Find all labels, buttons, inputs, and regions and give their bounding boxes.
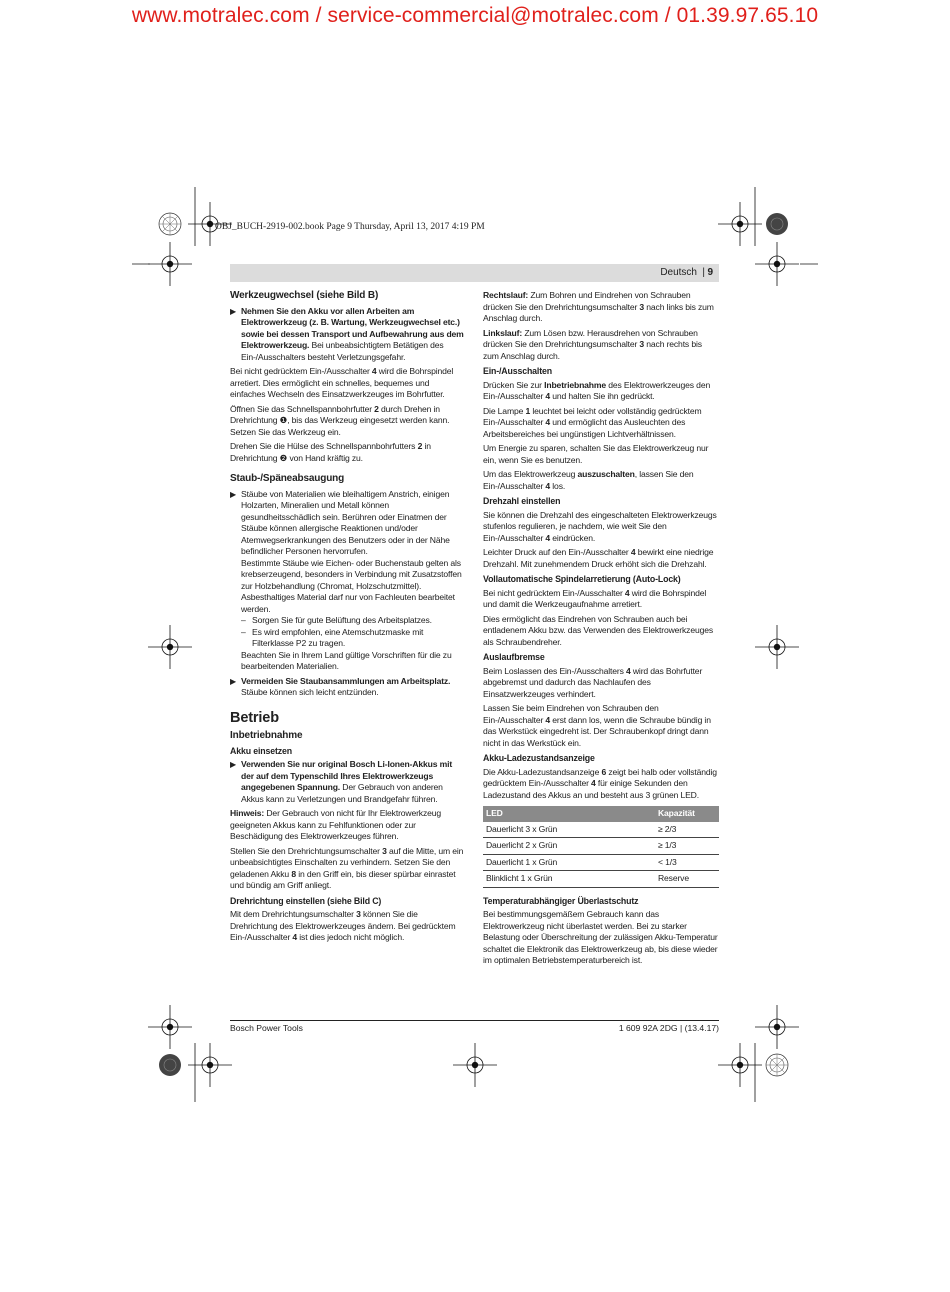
subsection-heading: Ein-/Ausschalten [483, 366, 552, 376]
reg-cross-icon [148, 242, 192, 286]
paragraph: Die Akku-Ladezustandsanzeige 6 zeigt bei halb oder vollständig gedrücktem Ein-/Ausschalter 4 für einige Sekunden den Ladezustand des Akkus an und besteht aus 3 grünen LED. [483, 766, 717, 800]
paragraph: Stellen Sie den Drehrichtungsumschalter 3 auf die Mitte, um ein unbeabsichtigtes Einschalten zu verhindern. Setzen Sie den geladenen Akku 8 in den Griff ein, bis dieser spürbar einrastet und bündig am Griff anliegt. [230, 845, 464, 890]
table-cell: Dauerlicht 1 x Grün [483, 854, 655, 871]
table-header-row [483, 806, 719, 822]
paragraph: Mit dem Drehrichtungsumschalter 3 können Sie die Drehrichtung des Elektrowerkzeuges ändern. Bei gedrücktem Ein-/Ausschalter 4 ist dies jedoch nicht möglich. [230, 909, 456, 942]
table-row [483, 838, 719, 855]
reg-cross-icon [148, 625, 192, 669]
triangle-bullet-icon: ▶ [230, 760, 237, 769]
paragraph: Hinweis: Der Gebrauch von nicht für Ihr Elektrowerkzeug geeigneten Akkus kann zu Fehlfunktionen oder zur Beschädigung des Elektrowerkzeuges führen. [230, 808, 441, 841]
reg-cross-icon [718, 1043, 762, 1087]
paragraph: Um Energie zu sparen, schalten Sie das Elektrowerkzeug nur ein, wenn Sie es benutzen. [483, 443, 709, 465]
subsection-heading: Temperaturabhängiger Überlastschutz [483, 895, 639, 906]
reg-cross-icon [755, 625, 799, 669]
table-row [483, 854, 719, 871]
section-heading: Staub-/Späneabsaugung [230, 473, 345, 484]
paragraph: Beachten Sie in Ihrem Land gültige Vorschriften für die zu bearbeitenden Materialien. [241, 649, 452, 671]
subsection-heading: Akku-Ladezustandsanzeige [483, 753, 595, 763]
table-row [483, 822, 719, 838]
reg-target-icon [159, 1054, 181, 1076]
warning-bullet: ▶ Vermeiden Sie Staubansammlungen am Arbeitsplatz. Stäube können sich leicht entzünden. [230, 675, 451, 697]
page-header-bar [230, 264, 719, 282]
warning-bullet: ▶ Nehmen Sie den Akku vor allen Arbeiten am Elektrowerkzeug (z. B. Wartung, Werkzeugwechsel etc.) sowie bei dessen Transport und Aufbewahrung aus dem Elektrowerkzeug. Bei unbeabsichtigtem Betätigen des Ein-/Ausschalters besteht Verletzungsgefahr. [230, 305, 464, 362]
table-cell: ≥ 1/3 [655, 838, 719, 855]
table-cell: Blinklicht 1 x Grün [483, 871, 655, 888]
paragraph: Linkslauf: Zum Lösen bzw. Herausdrehen von Schrauben drücken Sie den Drehrichtungsumschalter 3 nach rechts bis zum Anschlag durch. [483, 327, 702, 361]
reg-cross-icon [755, 1005, 799, 1049]
subsection-heading: Akku einsetzen [230, 745, 292, 756]
paragraph: Bei bestimmungsgemäßem Gebrauch kann das Elektrowerkzeug nicht überlastet werden. Bei zu starker Belastung oder Überschreitung der zulässigen Akku-Temperatur schaltet die Elektronik das Elektrowerkzeug ab, bis diese wieder im optimalen Betriebstemperaturbereich ist. [483, 909, 718, 965]
book-info-line: OBJ_BUCH-2919-002.book Page 9 Thursday, April 13, 2017 4:19 PM [215, 222, 485, 232]
triangle-bullet-icon: ▶ [230, 306, 237, 316]
page-number: 9 [707, 267, 713, 278]
paragraph: Beim Loslassen des Ein-/Ausschalters 4 wird das Bohrfutter abgebremst und dadurch das Nachlaufen des Einsatzwerkzeuges verhindert. [483, 665, 703, 699]
contact-banner: www.motralec.com / service-commercial@motralec.com / 01.39.97.65.10 [131, 4, 819, 27]
paragraph: Lassen Sie beim Eindrehen von Schrauben den Ein-/Ausschalter 4 erst dann los, wenn die Schraube bündig in das Werkstück eingedreht ist. Der Schraubenkopf dringt dann nicht in das Werkstück ein. [483, 703, 711, 748]
paragraph: Dies ermöglicht das Eindrehen von Schrauben auch bei entladenem Akku bzw. das Verwenden des Elektrowerkzeuges als Schraubendreher. [483, 613, 713, 647]
reg-target-icon [766, 213, 788, 235]
right-column [483, 290, 719, 970]
section-heading: Werkzeugwechsel (siehe Bild B) [230, 290, 379, 301]
column-header: Kapazität [655, 806, 719, 822]
subsection-heading: Drehzahl einstellen [483, 496, 561, 506]
paragraph: Öffnen Sie das Schnellspannbohrfutter 2 durch Drehen in Drehrichtung ❶, bis das Werkzeug eingesetzt werden kann. Setzen Sie das Werkzeug ein. [230, 403, 450, 437]
led-capacity-table [483, 806, 719, 888]
paragraph: Drücken Sie zur Inbetriebnahme des Elektrowerkzeuges den Ein-/Ausschalter 4 und halten Sie ihn gedrückt. [483, 379, 711, 401]
header-language: Deutsch [660, 267, 697, 278]
section-heading: Inbetriebnahme [230, 730, 303, 741]
triangle-bullet-icon: ▶ [230, 489, 237, 499]
dash-item: – Sorgen Sie für gute Belüftung des Arbeitsplatzes. [241, 615, 432, 625]
subsection-heading: Vollautomatische Spindelarretierung (Auto-Lock) [483, 574, 681, 584]
reg-cross-icon [718, 202, 762, 246]
left-column [230, 290, 466, 947]
footer-brand: Bosch Power Tools [230, 1023, 303, 1033]
footer-code: 1 609 92A 2DG | (13.4.17) [618, 1023, 719, 1033]
subsection-heading: Auslaufbremse [483, 652, 545, 662]
triangle-bullet-icon: ▶ [230, 676, 237, 686]
paragraph: Sie können die Drehzahl des eingeschalteten Elektrowerkzeugs stufenlos regulieren, je nachdem, wie weit Sie den Ein-/Ausschalter 4 eindrücken. [483, 509, 717, 543]
warning-bullet: ▶ Verwenden Sie nur original Bosch Li-Ionen-Akkus mit der auf dem Typenschild Ihres Elektrowerkzeugs angegebenen Spannung. Der Gebrauch von anderen Akkus kann zu Verletzungen und Brandgefahr führen. [230, 759, 453, 804]
paragraph: Bei nicht gedrücktem Ein-/Ausschalter 4 wird die Bohrspindel arretiert. Dies ermöglicht ein schnelles, bequemes und einfaches Wechseln des Einsatzwerkzeuges im Bohrfutter. [230, 366, 454, 399]
subsection-heading: Drehrichtung einstellen (siehe Bild C) [230, 895, 382, 906]
footer-rule [230, 1020, 719, 1021]
reg-cross-icon [453, 1043, 497, 1087]
table-cell: Reserve [655, 871, 719, 888]
dash-item: – Es wird empfohlen, eine Atemschutzmaske mit Filterklasse P2 zu tragen. [241, 626, 424, 648]
header-separator: | [702, 267, 705, 278]
paragraph: Drehen Sie die Hülse des Schnellspannbohrfutters 2 in Drehrichtung ❷ von Hand kräftig zu. [230, 441, 431, 463]
reg-target-icon [159, 213, 181, 235]
reg-cross-icon [148, 1005, 192, 1049]
table-cell: Dauerlicht 2 x Grün [483, 838, 655, 855]
column-header: LED [483, 806, 655, 822]
reg-target-icon [766, 1054, 788, 1076]
paragraph: Bei nicht gedrücktem Ein-/Ausschalter 4 wird die Bohrspindel und damit die Werkzeugaufnahme arretiert. [483, 587, 707, 609]
table-cell: < 1/3 [655, 854, 719, 871]
paragraph: Rechtslauf: Zum Bohren und Eindrehen von Schrauben drücken Sie den Drehrichtungsumschalter 3 nach links bis zum Anschlag durch. [483, 290, 714, 323]
chapter-heading: Betrieb [230, 709, 279, 726]
paragraph: Leichter Druck auf den Ein-/Ausschalter 4 bewirkt eine niedrige Drehzahl. Mit zunehmendem Druck erhöht sich die Drehzahl. [483, 547, 714, 569]
warning-bullet: ▶ Stäube von Materialien wie bleihaltigem Anstrich, einigen Holzarten, Mineralien und Metall können gesundheitsschädlich sein. Berühren oder Einatmen der Stäube können allergische Reaktionen und/oder Atemwegserkrankungen des Benutzers oder in der Nähe befindlicher Personen hervorrufen. Bestimmte Stäube wie Eichen- oder Buchenstaub gelten als krebserzeugend, besonders in Verbindung mit Zusatzstoffen zur Holzbehandlung (Chromat, Holzschutzmittel). Asbesthaltiges Material darf nur von Fachleuten bearbeitet werden. [230, 488, 462, 614]
table-cell: Dauerlicht 3 x Grün [483, 822, 655, 838]
reg-cross-icon [755, 242, 799, 286]
table-cell: ≥ 2/3 [655, 822, 719, 838]
paragraph: Um das Elektrowerkzeug auszuschalten, lassen Sie den Ein-/Ausschalter 4 los. [483, 469, 694, 491]
table-row [483, 871, 719, 888]
paragraph: Die Lampe 1 leuchtet bei leicht oder vollständig gedrücktem Ein-/Ausschalter 4 und ermöglicht das Ausleuchten des Arbeitsbereiches bei ungünstigen Lichtverhältnissen. [483, 405, 702, 439]
